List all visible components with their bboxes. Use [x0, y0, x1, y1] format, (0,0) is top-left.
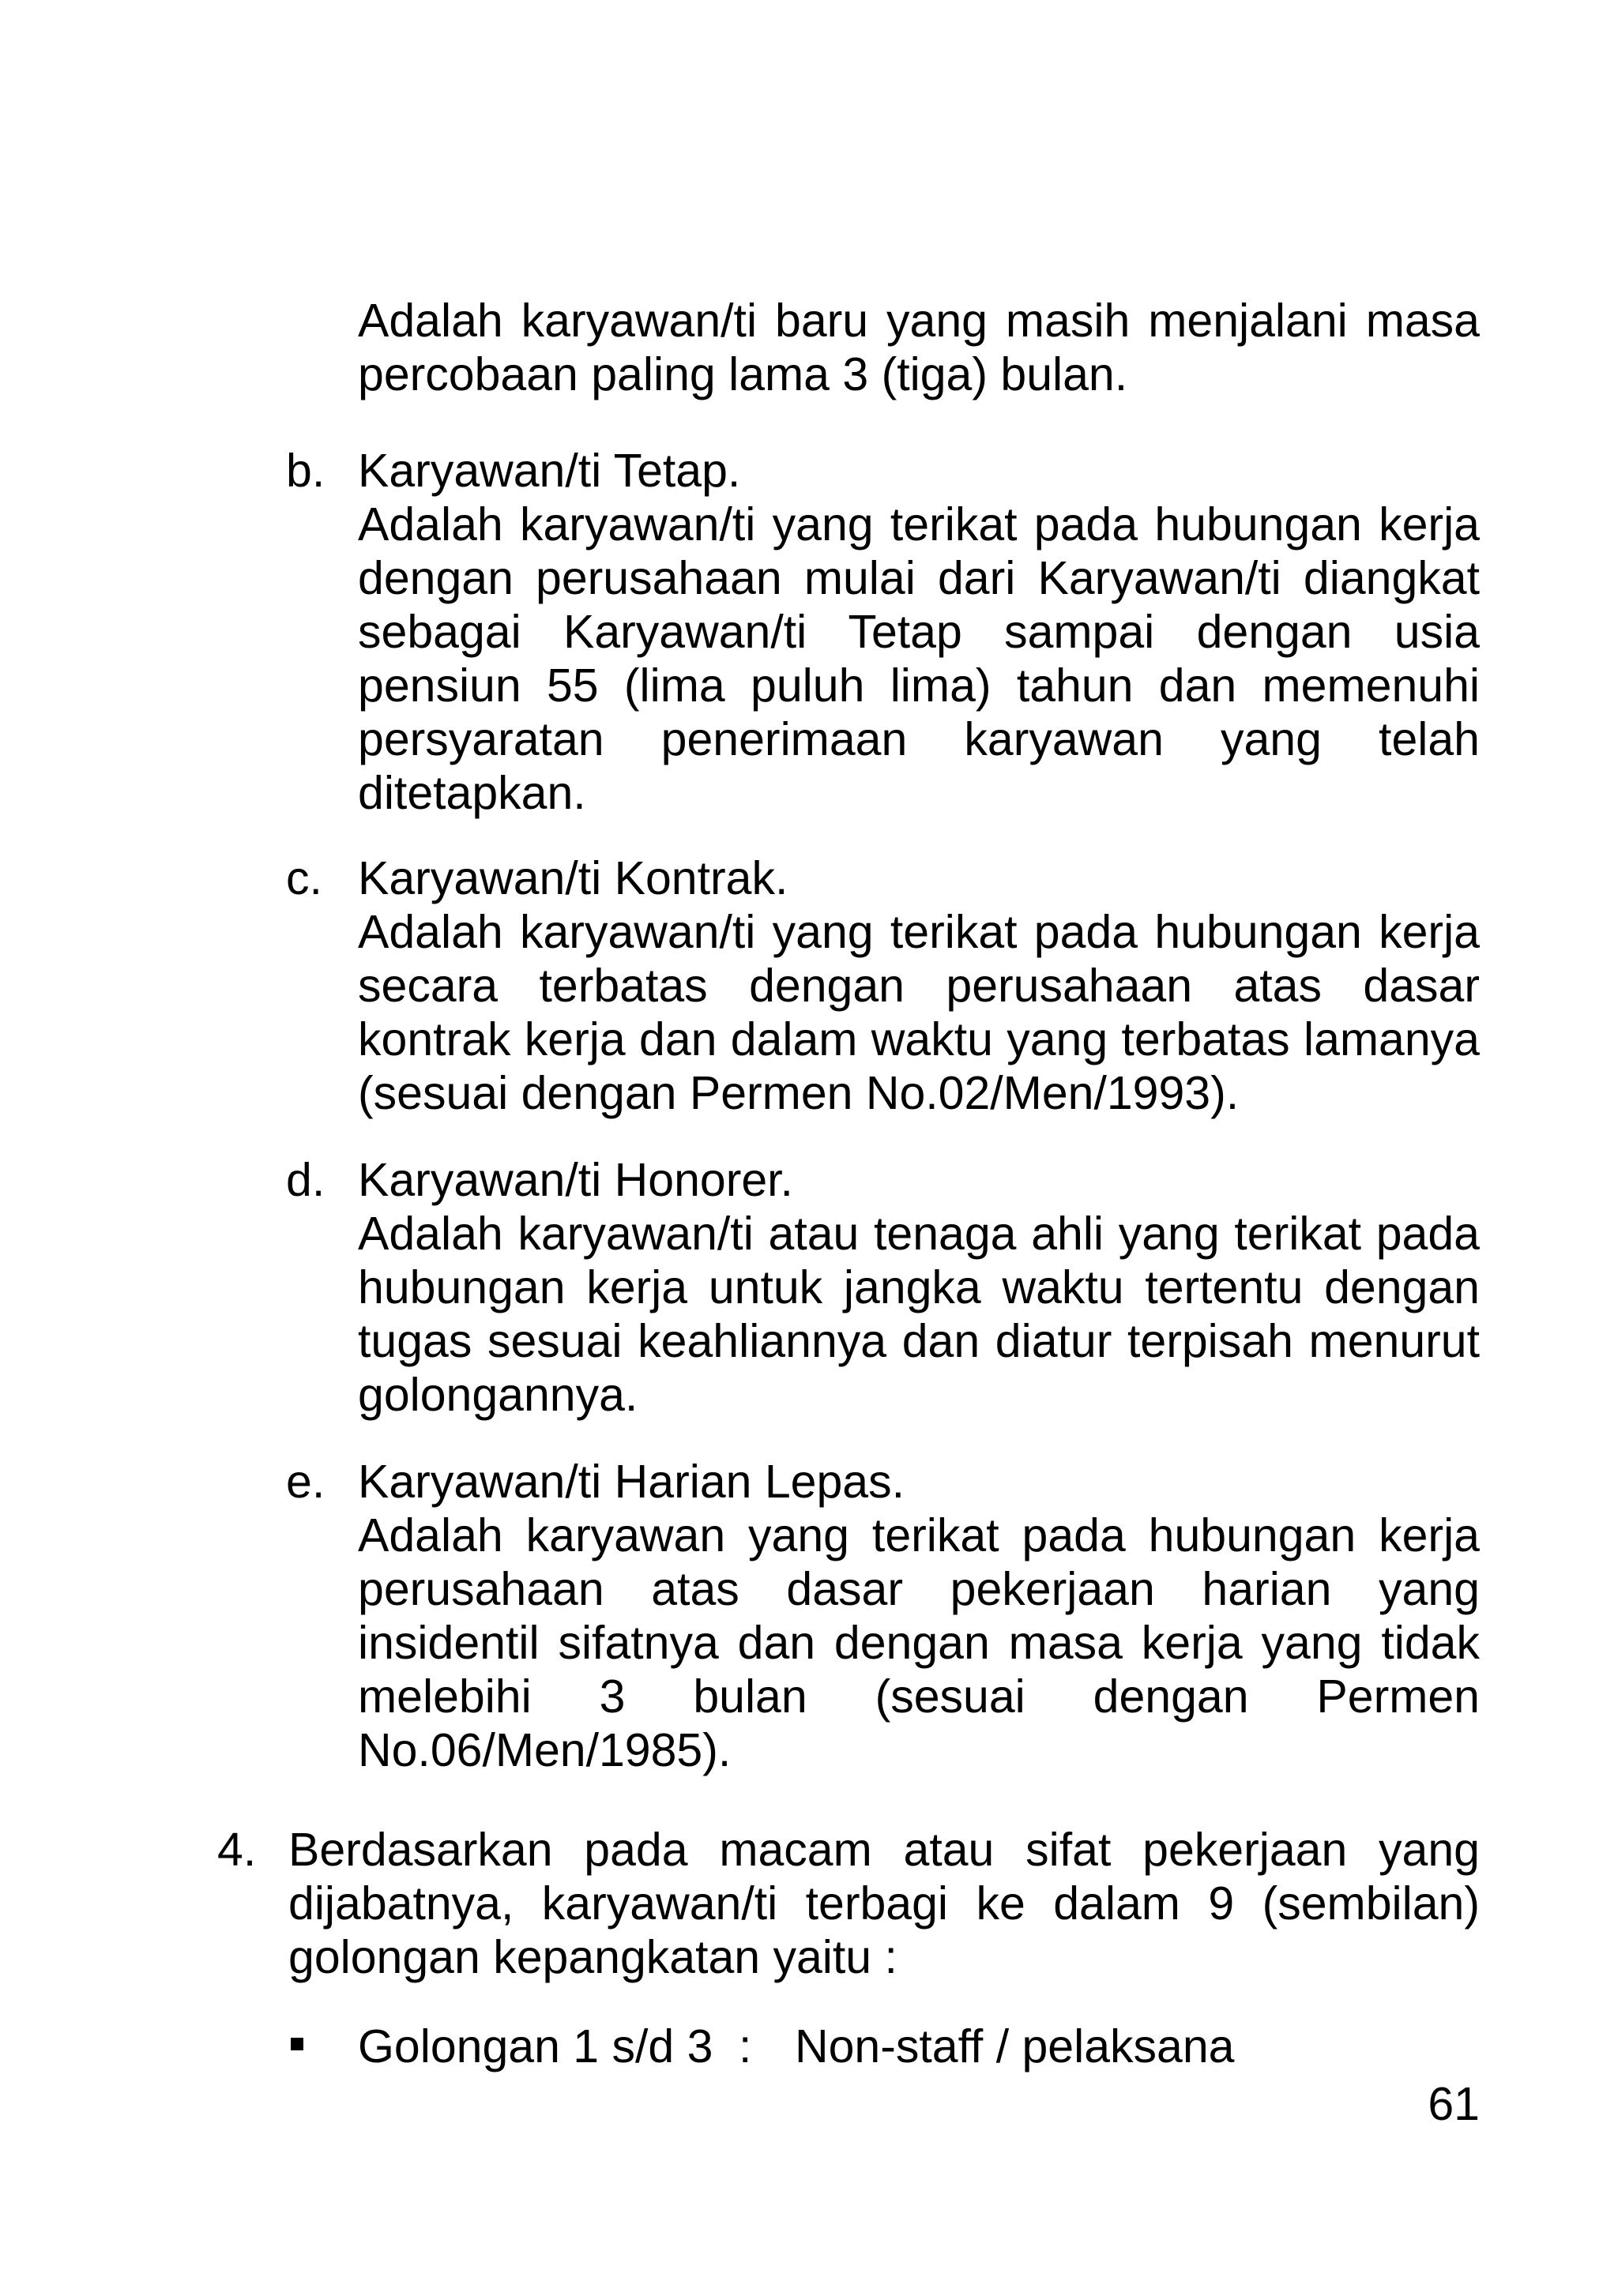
square-bullet-icon [291, 2038, 303, 2050]
item-c-letter: c. [286, 852, 322, 904]
item-d-letter: d. [286, 1154, 325, 1206]
item-4-text: Berdasarkan pada macam atau sifat pekerjaan yang dijabatnya, karyawan/ti terbagi ke dalam 9 (sembilan) golongan kepangkatan yaitu : [288, 1824, 1480, 1983]
item-b-description: Adalah karyawan/ti yang terikat pada hubungan kerja dengan perusahaan mulai dari Karyawan/ti diangkat sebagai Karyawan/ti Tetap sampai dengan usia pensiun 55 (lima puluh lima) tahun dan memenuhi persyaratan penerimaan karyawan yang telah ditetapkan. [358, 498, 1480, 819]
item-4-marker: 4. [217, 1824, 257, 1876]
item-d-heading: Karyawan/ti Honorer. [358, 1154, 793, 1206]
intro-paragraph: Adalah karyawan/ti baru yang masih menjalani masa percobaan paling lama 3 (tiga) bulan. [358, 295, 1480, 400]
item-e-description: Adalah karyawan yang terikat pada hubungan kerja perusahaan atas dasar pekerjaan harian yang insidentil sifatnya dan dengan masa kerja yang tidak melebihi 3 bulan (sesuai dengan Permen No.06/Men/1985). [358, 1509, 1480, 1776]
bullet-separator: : [739, 2020, 752, 2072]
item-b-letter: b. [286, 445, 325, 497]
item-c-heading: Karyawan/ti Kontrak. [358, 852, 788, 904]
item-d-description: Adalah karyawan/ti atau tenaga ahli yang terikat pada hubungan kerja untuk jangka waktu tertentu dengan tugas sesuai keahliannya dan diatur terpisah menurut golongannya. [358, 1208, 1480, 1421]
item-e-letter: e. [286, 1456, 325, 1508]
item-b-heading: Karyawan/ti Tetap. [358, 445, 741, 497]
page-number: 61 [1428, 2078, 1480, 2130]
bullet-label: Golongan 1 s/d 3 [358, 2020, 713, 2072]
item-c-description: Adalah karyawan/ti yang terikat pada hubungan kerja secara terbatas dengan perusahaan atas dasar kontrak kerja dan dalam waktu yang terbatas lamanya (sesuai dengan Permen No.02/Men/1993). [358, 906, 1480, 1119]
bullet-value: Non-staff / pelaksana [795, 2020, 1235, 2072]
item-e-heading: Karyawan/ti Harian Lepas. [358, 1456, 905, 1508]
